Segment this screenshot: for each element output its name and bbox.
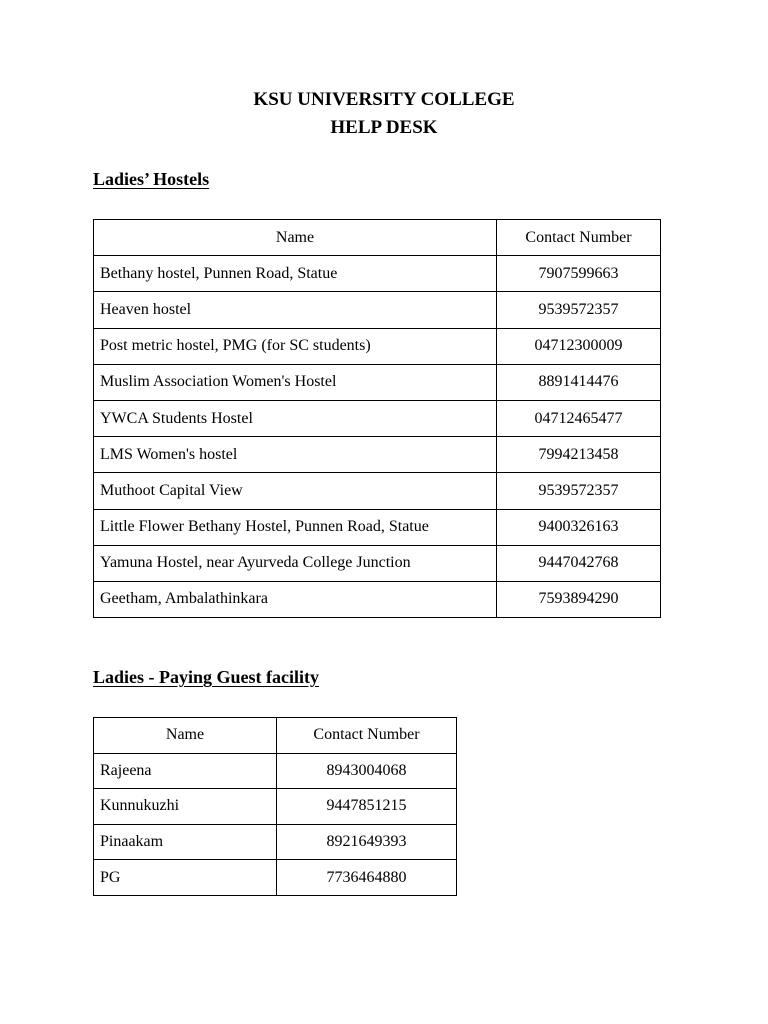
paying-guest-table xyxy=(93,717,457,896)
hostel-name: Heaven hostel xyxy=(94,292,497,328)
column-header-contact: Contact Number xyxy=(497,220,661,256)
table-row xyxy=(94,789,457,825)
table-row xyxy=(94,328,661,364)
table-row xyxy=(94,824,457,860)
hostel-name: Muslim Association Women's Hostel xyxy=(94,364,497,400)
table-header-row xyxy=(94,220,661,256)
hostel-contact: 7907599663 xyxy=(497,256,661,292)
hostel-name: Muthoot Capital View xyxy=(94,473,497,509)
column-header-contact: Contact Number xyxy=(277,718,457,754)
table-row xyxy=(94,473,661,509)
hostel-contact: 9539572357 xyxy=(497,292,661,328)
hostel-name: LMS Women's hostel xyxy=(94,437,497,473)
pg-name: PG xyxy=(94,860,277,896)
pg-name: Rajeena xyxy=(94,753,277,789)
table-row xyxy=(94,256,661,292)
table-row xyxy=(94,545,661,581)
pg-contact: 7736464880 xyxy=(277,860,457,896)
hostel-contact: 8891414476 xyxy=(497,364,661,400)
ladies-hostels-table xyxy=(93,219,661,618)
table-header-row xyxy=(94,718,457,754)
page-title: KSU UNIVERSITY COLLEGE xyxy=(253,89,515,110)
paying-guest-heading: Ladies - Paying Guest facility xyxy=(93,667,319,687)
table-row xyxy=(94,753,457,789)
hostel-contact: 04712300009 xyxy=(497,328,661,364)
hostel-name: Post metric hostel, PMG (for SC students) xyxy=(94,328,497,364)
hostel-contact: 7593894290 xyxy=(497,581,661,617)
column-header-name: Name xyxy=(94,718,277,754)
hostel-name: Bethany hostel, Punnen Road, Statue xyxy=(94,256,497,292)
hostel-contact: 7994213458 xyxy=(497,437,661,473)
table-row xyxy=(94,581,661,617)
table-row xyxy=(94,509,661,545)
ladies-hostels-heading: Ladies’ Hostels xyxy=(93,169,210,189)
hostel-contact: 04712465477 xyxy=(497,400,661,436)
table-row xyxy=(94,860,457,896)
table-row xyxy=(94,364,661,400)
hostel-contact: 9539572357 xyxy=(497,473,661,509)
table-row xyxy=(94,292,661,328)
hostel-name: Little Flower Bethany Hostel, Punnen Road, Statue xyxy=(94,509,497,545)
column-header-name: Name xyxy=(94,220,497,256)
pg-contact: 9447851215 xyxy=(277,789,457,825)
table-row xyxy=(94,437,661,473)
page-subtitle: HELP DESK xyxy=(330,117,438,138)
hostel-name: Yamuna Hostel, near Ayurveda College Junction xyxy=(94,545,497,581)
pg-name: Kunnukuzhi xyxy=(94,789,277,825)
table-row xyxy=(94,400,661,436)
pg-name: Pinaakam xyxy=(94,824,277,860)
hostel-contact: 9447042768 xyxy=(497,545,661,581)
hostel-name: YWCA Students Hostel xyxy=(94,400,497,436)
hostel-contact: 9400326163 xyxy=(497,509,661,545)
pg-contact: 8921649393 xyxy=(277,824,457,860)
hostel-name: Geetham, Ambalathinkara xyxy=(94,581,497,617)
pg-contact: 8943004068 xyxy=(277,753,457,789)
